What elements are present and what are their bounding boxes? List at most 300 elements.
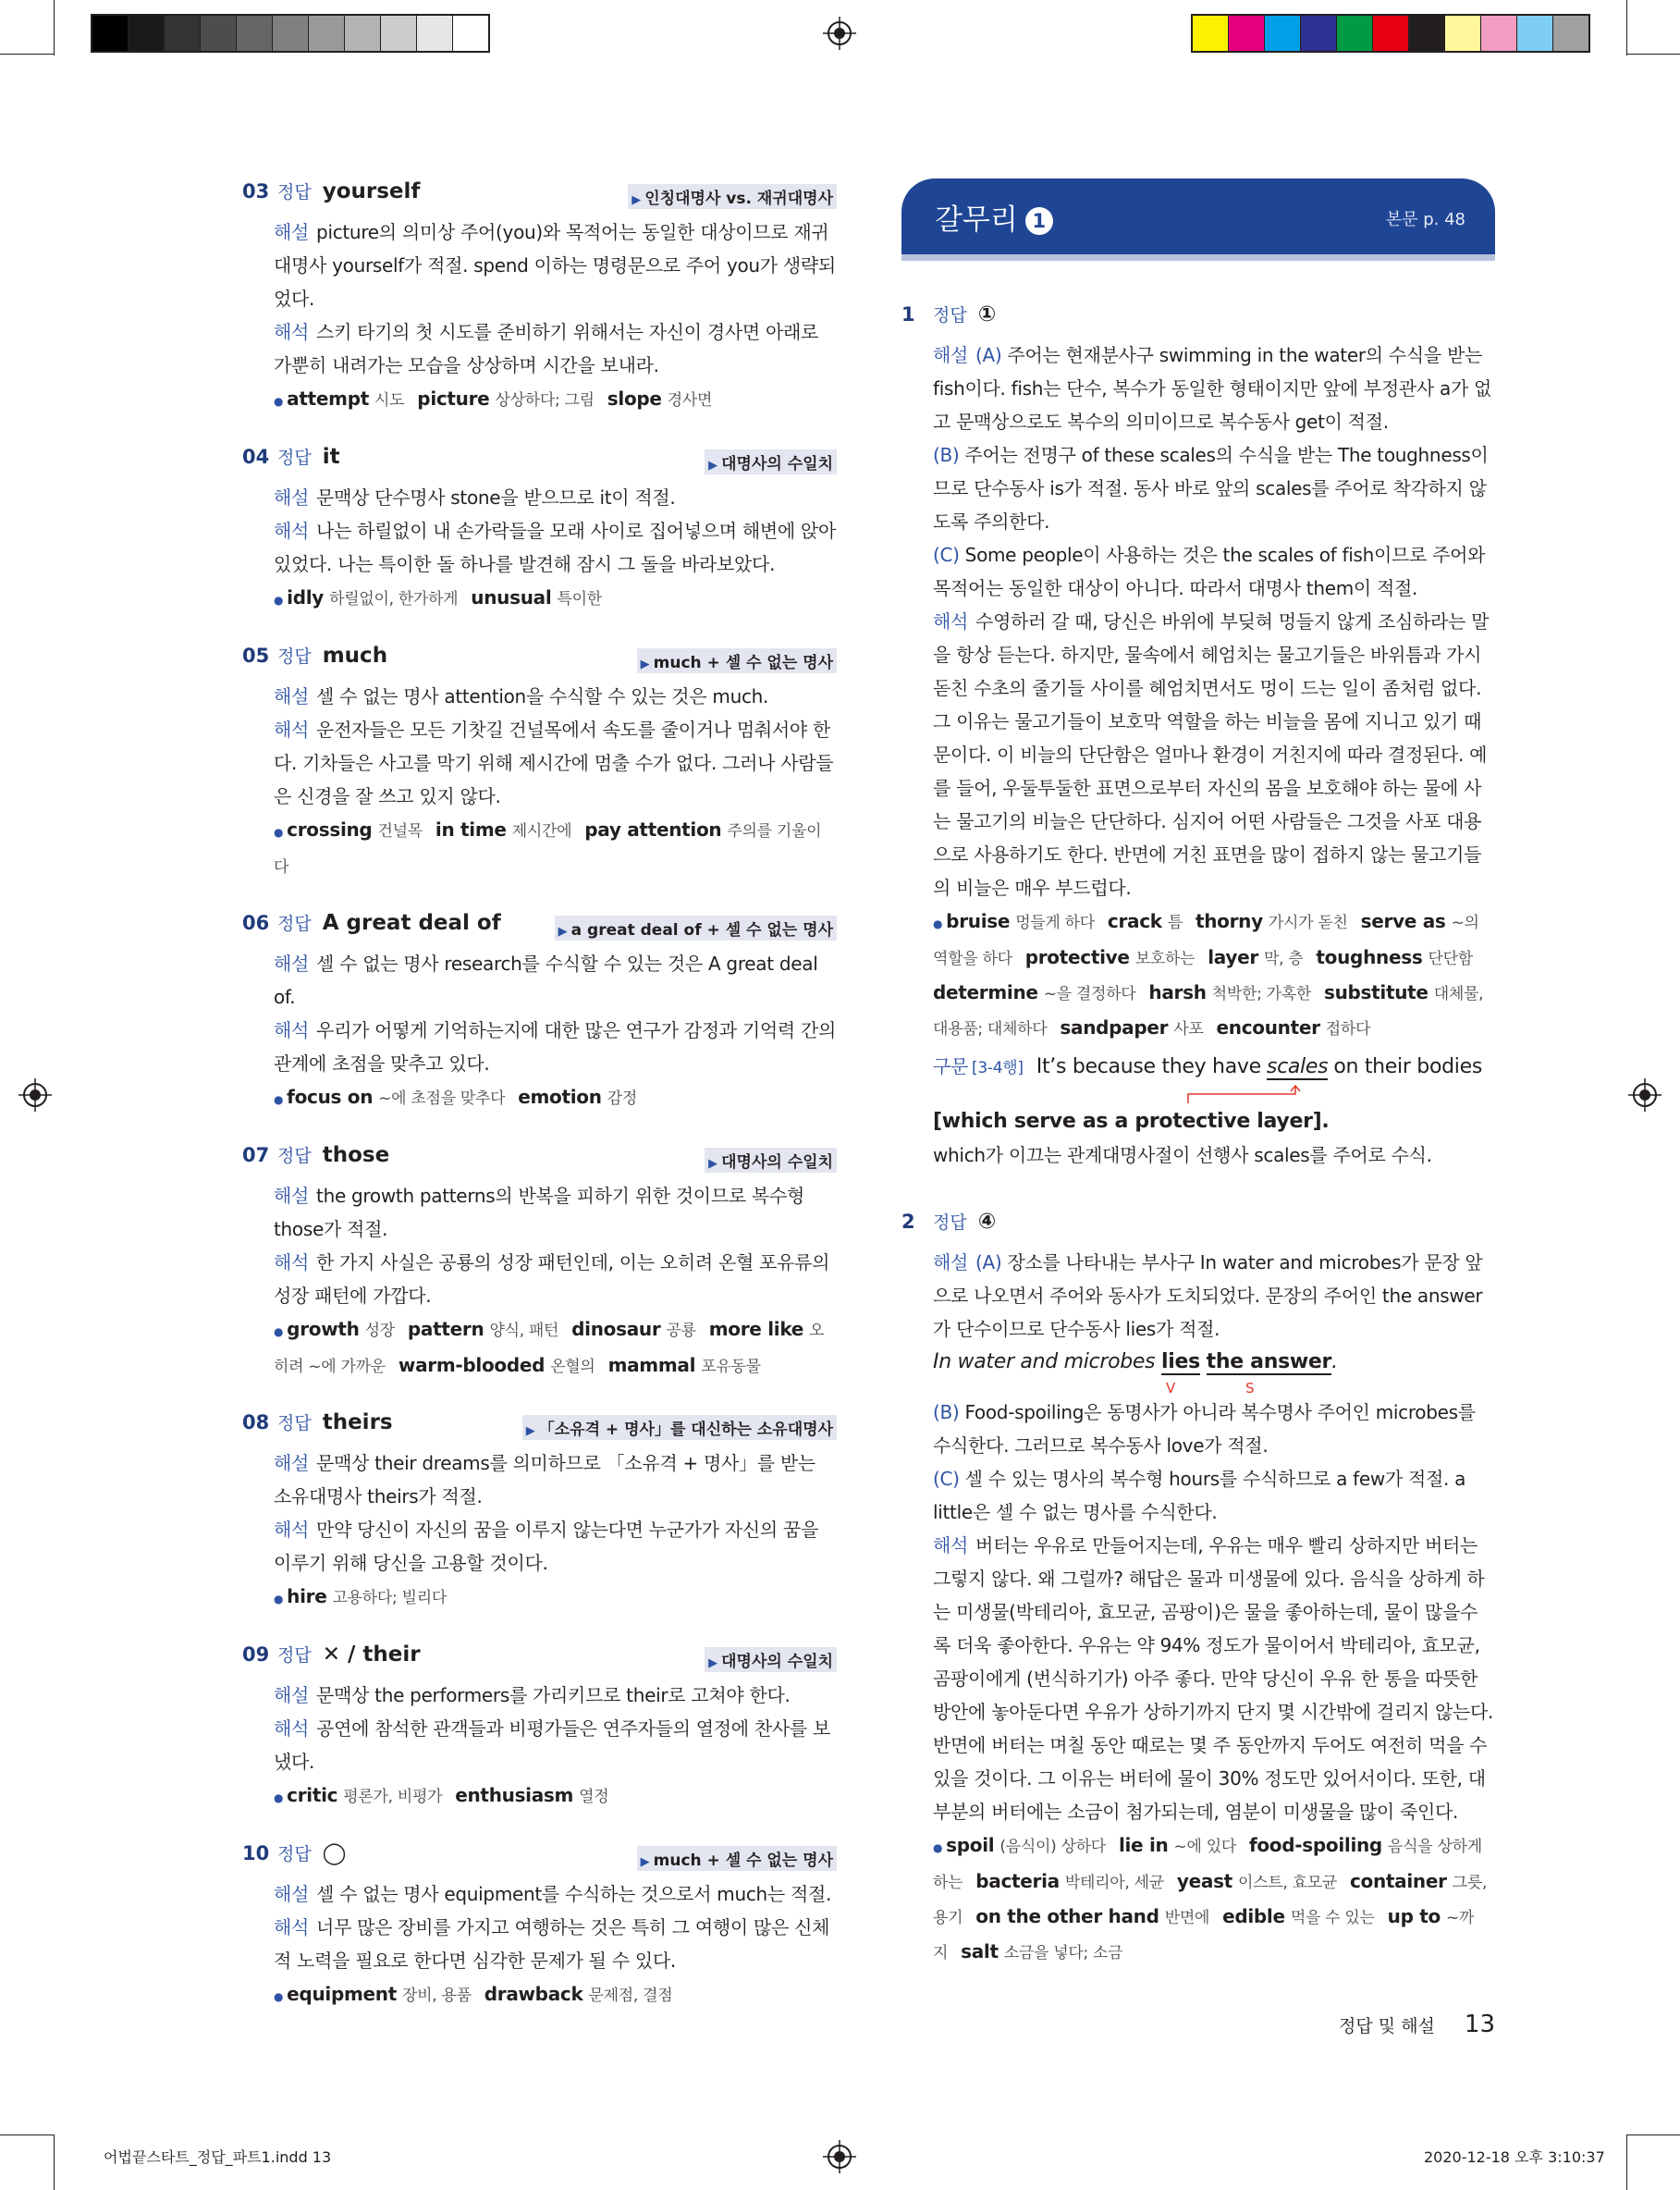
answer-row bbox=[242, 1409, 837, 1446]
vocab-list bbox=[274, 581, 837, 617]
haeseol-label: 해설 bbox=[274, 1452, 310, 1474]
haeseol-label: 해설 bbox=[274, 221, 310, 243]
answer-row bbox=[242, 444, 837, 481]
example-adverbial: In water and microbes bbox=[933, 1350, 1156, 1373]
gumun-sentence-end: on their bodies bbox=[1333, 1055, 1482, 1078]
grammar-tag-text: 인칭대명사 vs. 재귀대명사 bbox=[644, 190, 833, 208]
modifier-arrow-icon bbox=[933, 1085, 1525, 1105]
translation-text: 나는 하릴없이 내 손가락들을 모래 사이로 집어넣으며 해변에 앉아 있었다. 나는 특이한 돌 하나를 발견해 잠시 그 돌을 바라보았다. bbox=[274, 520, 837, 575]
vocab-word: hire bbox=[287, 1585, 327, 1607]
vocab-word: lie in bbox=[1118, 1834, 1169, 1856]
vocab-meaning: 음식을 상하게 하는 bbox=[933, 1838, 1482, 1892]
calibration-swatch bbox=[129, 16, 165, 51]
calibration-swatch bbox=[1445, 16, 1481, 51]
vocab-list bbox=[274, 1080, 837, 1116]
answer-value: much bbox=[322, 644, 388, 668]
vocab-meaning: 열정 bbox=[579, 1788, 609, 1806]
explanation-body bbox=[274, 481, 837, 617]
explanation bbox=[274, 680, 837, 713]
vocab-word: emotion bbox=[518, 1086, 602, 1108]
color-calibration-strip bbox=[1191, 14, 1590, 53]
sub-label: (C) bbox=[933, 1468, 960, 1490]
explanation-c bbox=[933, 538, 1495, 605]
bullet-icon: ● bbox=[274, 1325, 284, 1338]
translation-text: 한 가지 사실은 공룡의 성장 패턴인데, 이는 오히려 온혈 포유류의 성장 패턴에 가깝다. bbox=[274, 1251, 830, 1307]
sub-label: (B) bbox=[933, 444, 960, 466]
question-number: 1 bbox=[901, 303, 915, 326]
explanation-text: 셀 수 없는 명사 research를 수식할 수 있는 것은 A great deal of. bbox=[274, 953, 818, 1008]
explanation-body bbox=[274, 1446, 837, 1616]
vocab-meaning: ~을 결정하다 bbox=[1043, 985, 1136, 1003]
grammar-tag-text: much + 셀 수 없는 명사 bbox=[653, 1852, 833, 1870]
explanation-text: Food-spoiling은 동명사가 아니라 복수명사 주어인 microbes를 수식한다. 그러므로 복수동사 love가 적절. bbox=[933, 1401, 1476, 1457]
triangle-icon: ▶ bbox=[708, 459, 718, 473]
answer-item bbox=[242, 1409, 837, 1616]
translation bbox=[933, 1529, 1495, 1828]
translation bbox=[274, 713, 837, 813]
sub-label: (B) bbox=[933, 1401, 960, 1423]
grammar-tag bbox=[637, 648, 837, 673]
vocab-meaning: 고용하다; 빌리다 bbox=[332, 1589, 447, 1607]
explanation bbox=[274, 215, 837, 315]
vocab-list bbox=[274, 1312, 837, 1384]
answer-label: 정답 bbox=[277, 646, 312, 667]
triangle-icon: ▶ bbox=[558, 925, 568, 939]
grammar-tag-text: 대명사의 수일치 bbox=[721, 1153, 833, 1172]
vocab-word: idly bbox=[287, 586, 325, 609]
vocab-word: toughness bbox=[1316, 946, 1423, 968]
calibration-swatch bbox=[1301, 16, 1337, 51]
vocab-word: edible bbox=[1222, 1905, 1285, 1927]
bullet-icon: ● bbox=[933, 917, 943, 930]
vocab-meaning: 대체물, 대용품; 대체하다 bbox=[933, 985, 1484, 1039]
answer-label: 정답 bbox=[933, 1212, 967, 1233]
vocab-word: food-spoiling bbox=[1248, 1834, 1382, 1856]
bullet-icon: ● bbox=[274, 1791, 284, 1804]
translation bbox=[274, 1014, 837, 1080]
vocab-meaning: 양식, 패턴 bbox=[489, 1322, 559, 1340]
grammar-tag bbox=[705, 1148, 837, 1173]
left-column bbox=[242, 178, 837, 2039]
vocab-meaning: 틈 bbox=[1167, 914, 1183, 932]
explanation-text: picture의 의미상 주어(you)와 목적어는 동일한 대상이므로 재귀대명사 yourself가 적절. spend 이하는 명령문으로 주어 you가 생략되었다. bbox=[274, 221, 836, 310]
vocab-meaning: 온혈의 bbox=[550, 1358, 595, 1376]
translation bbox=[274, 1246, 837, 1312]
vocab-meaning: 보호하는 bbox=[1134, 950, 1196, 968]
vocab-meaning: 제시간에 bbox=[511, 822, 572, 841]
example-sentence bbox=[933, 1346, 1495, 1379]
calibration-swatch bbox=[345, 16, 381, 51]
slug-filename: 어법끝스타트_정답_파트1.indd 13 bbox=[104, 2148, 332, 2166]
crop-mark bbox=[1626, 0, 1627, 55]
calibration-swatch bbox=[1517, 16, 1553, 51]
vocab-word: substitute bbox=[1323, 981, 1429, 1003]
explanation-text: 주어는 현재분사구 swimming in the water의 수식을 받는 fish이다. fish는 단수, 복수가 동일한 형태이지만 앞에 부정관사 a가 없고 문맥상으로도 복수의 의미이므로 복수동사 get이 적절. bbox=[933, 344, 1492, 433]
haeseok-label: 해석 bbox=[274, 1717, 310, 1740]
haeseol-label: 해설 bbox=[274, 1883, 310, 1905]
banner-number: 1 bbox=[1025, 207, 1053, 235]
answer-label: 정답 bbox=[277, 914, 312, 934]
calibration-swatch bbox=[165, 16, 201, 51]
answer-row bbox=[242, 1840, 837, 1877]
vocab-list bbox=[933, 1828, 1495, 1970]
explanation-body bbox=[933, 338, 1495, 1172]
answer-label: 정답 bbox=[277, 182, 312, 203]
gumun bbox=[933, 1050, 1495, 1085]
crop-mark bbox=[54, 0, 55, 55]
explanation-body bbox=[274, 215, 837, 418]
vocab-word: serve as bbox=[1360, 910, 1446, 932]
explanation-b bbox=[933, 1396, 1495, 1462]
answer-value: ① bbox=[977, 302, 997, 326]
vocab-word: pay attention bbox=[584, 818, 722, 841]
grammar-tag bbox=[522, 1415, 837, 1440]
answer-row bbox=[242, 178, 837, 215]
vocab-word: layer bbox=[1208, 946, 1258, 968]
vocab-meaning: 주의를 기울이다 bbox=[274, 822, 822, 877]
answer-label: 정답 bbox=[277, 1844, 312, 1864]
calibration-swatch bbox=[1373, 16, 1409, 51]
grammar-tag-text: 대명사의 수일치 bbox=[721, 1653, 833, 1671]
answer-label: 정답 bbox=[277, 1645, 312, 1666]
page-footer bbox=[1339, 2011, 1495, 2038]
translation bbox=[274, 1712, 837, 1778]
gumun-note: which가 이끄는 관계대명사절이 선행사 scales를 주어로 수식. bbox=[933, 1144, 1432, 1166]
bullet-icon: ● bbox=[274, 395, 284, 408]
explanation-c bbox=[933, 1462, 1495, 1529]
translation bbox=[933, 605, 1495, 904]
explanation bbox=[274, 1446, 837, 1513]
haeseol-label: 해설 bbox=[274, 1684, 310, 1706]
triangle-icon: ▶ bbox=[640, 1855, 650, 1869]
banner-underline bbox=[901, 254, 1495, 261]
answer-value: yourself bbox=[322, 179, 421, 203]
vocab-word: protective bbox=[1024, 946, 1130, 968]
explanation-text: 문맥상 단수명사 stone을 받으므로 it이 적절. bbox=[316, 486, 676, 509]
explanation-text: 장소를 나타내는 부사구 In water and microbes가 문장 앞으로 나오면서 주어와 동사가 도치되었다. 문장의 주어인 the answer가 단수이므로 단수동사 lies가 적절. bbox=[933, 1251, 1483, 1340]
vocab-word: drawback bbox=[484, 1983, 583, 2005]
subject-mark: S bbox=[1245, 1380, 1255, 1396]
grammar-tag bbox=[637, 1846, 837, 1871]
vocab-word: encounter bbox=[1216, 1016, 1320, 1039]
period: . bbox=[1321, 1110, 1330, 1133]
explanation-body bbox=[933, 1246, 1495, 1970]
vocab-meaning: 박테리아, 세균 bbox=[1064, 1874, 1164, 1892]
vocab-word: harsh bbox=[1148, 981, 1207, 1003]
period: . bbox=[1331, 1350, 1338, 1373]
explanation-body bbox=[274, 1179, 837, 1384]
vocab-word: sandpaper bbox=[1060, 1016, 1169, 1039]
registration-mark-icon bbox=[1628, 1078, 1662, 1112]
vocab-word: warm-blooded bbox=[398, 1354, 546, 1376]
vocab-meaning: 시도 bbox=[374, 391, 405, 410]
question-number: 05 bbox=[242, 645, 270, 667]
crop-mark bbox=[1626, 54, 1680, 55]
vocab-meaning: 상상하다; 그림 bbox=[495, 391, 595, 410]
explanation bbox=[274, 1679, 837, 1712]
vocab-word: in time bbox=[435, 818, 507, 841]
banner-page-ref: 본문 p. 48 bbox=[1385, 210, 1465, 229]
vocab-word: crossing bbox=[287, 818, 373, 841]
grammar-tag-text: 「소유격 + 명사」를 대신하는 소유대명사 bbox=[538, 1421, 833, 1439]
haeseok-label: 해석 bbox=[274, 1019, 310, 1041]
haeseok-label: 해석 bbox=[274, 1251, 310, 1273]
answer-label: 정답 bbox=[933, 305, 967, 326]
vocab-word: focus on bbox=[287, 1086, 374, 1108]
vocab-meaning: 포유동물 bbox=[701, 1358, 761, 1376]
haeseok-label: 해석 bbox=[274, 1519, 310, 1541]
question-number: 03 bbox=[242, 180, 270, 203]
answer-value: ◯ bbox=[322, 1841, 347, 1865]
vocab-meaning: 멍들게 하다 bbox=[1015, 914, 1095, 932]
question-number: 10 bbox=[242, 1842, 270, 1864]
page-number: 13 bbox=[1464, 2011, 1495, 2038]
example-verb: lies bbox=[1161, 1350, 1200, 1373]
example-subject: the answer bbox=[1206, 1350, 1332, 1373]
haeseok-label: 해석 bbox=[274, 719, 310, 741]
explanation bbox=[274, 947, 837, 1014]
question-number: 09 bbox=[242, 1643, 270, 1666]
translation-text: 스키 타기의 첫 시도를 준비하기 위해서는 자신이 경사면 아래로 가뿐히 내려가는 모습을 상상하며 시간을 보내라. bbox=[274, 321, 819, 376]
explanation-text: 셀 수 없는 명사 equipment를 수식하는 것으로서 much는 적절. bbox=[316, 1883, 832, 1905]
registration-mark-icon bbox=[18, 1078, 52, 1112]
vocab-word: equipment bbox=[287, 1983, 397, 2005]
explanation-text: 셀 수 있는 명사의 복수형 hours를 수식하므로 a few가 적절. a little은 셀 수 없는 명사를 수식한다. bbox=[933, 1468, 1466, 1523]
vocab-meaning: 반면에 bbox=[1164, 1909, 1210, 1927]
vocab-word: bruise bbox=[946, 910, 1011, 932]
explanation-text: 주어는 전명구 of these scales의 수식을 받는 The toughness이므로 단수동사 is가 적절. 동사 바로 앞의 scales를 주어로 착각하지 않도록 주의한다. bbox=[933, 444, 1489, 533]
explanation-text: 문맥상 their dreams를 의미하므로 「소유격 + 명사」를 받는 소유대명사 theirs가 적절. bbox=[274, 1452, 815, 1507]
triangle-icon: ▶ bbox=[708, 1656, 718, 1670]
vocab-word: unusual bbox=[471, 586, 552, 609]
translation-text: 공연에 참석한 관객들과 비평가들은 연주자들의 열정에 찬사를 보냈다. bbox=[274, 1717, 830, 1773]
answer-row bbox=[242, 643, 837, 680]
bullet-icon: ● bbox=[274, 594, 284, 607]
haeseok-label: 해석 bbox=[933, 610, 969, 633]
bullet-icon: ● bbox=[274, 1093, 284, 1106]
vocab-meaning: 성장 bbox=[364, 1322, 395, 1340]
vocab-word: picture bbox=[417, 388, 490, 410]
vocab-meaning: 단단함 bbox=[1428, 950, 1473, 968]
calibration-swatch bbox=[1409, 16, 1445, 51]
section-banner bbox=[901, 178, 1495, 254]
answer-row bbox=[242, 1142, 837, 1179]
vocab-meaning: 소금을 넣다; 소금 bbox=[1003, 1944, 1123, 1962]
calibration-swatch bbox=[201, 16, 237, 51]
calibration-swatch bbox=[1553, 16, 1588, 51]
answer-item bbox=[242, 1142, 837, 1384]
vocab-word: on the other hand bbox=[975, 1905, 1159, 1927]
vocab-meaning: 가시가 돋친 bbox=[1268, 914, 1348, 932]
translation-text: 우리가 어떻게 기억하는지에 대한 많은 연구가 감정과 기억력 간의 관계에 초점을 맞추고 있다. bbox=[274, 1019, 837, 1075]
vocab-list bbox=[274, 1977, 837, 2013]
vocab-meaning: 경사면 bbox=[667, 391, 713, 410]
calibration-swatch bbox=[1193, 16, 1229, 51]
explanation bbox=[274, 1179, 837, 1246]
vocab-meaning: 오히려 ~에 가까운 bbox=[274, 1322, 825, 1376]
grammar-tag bbox=[555, 916, 837, 941]
translation-text: 만약 당신이 자신의 꿈을 이루지 않는다면 누군가가 자신의 꿈을 이루기 위해 당신을 고용할 것이다. bbox=[274, 1519, 819, 1574]
vocab-word: salt bbox=[961, 1940, 999, 1962]
vocab-word: determine bbox=[933, 981, 1038, 1003]
answer-item bbox=[242, 910, 837, 1116]
vocab-meaning: 건널목 bbox=[377, 822, 423, 841]
question-2 bbox=[901, 1209, 1495, 1970]
footer-label: 정답 및 해설 bbox=[1339, 2016, 1435, 2036]
vocab-word: crack bbox=[1107, 910, 1162, 932]
haeseok-label: 해석 bbox=[274, 520, 310, 542]
calibration-swatch bbox=[1265, 16, 1301, 51]
gumun-label: 구문 bbox=[933, 1055, 969, 1077]
explanation-body bbox=[274, 1679, 837, 1815]
vocab-meaning: 문제점, 결점 bbox=[588, 1987, 673, 2005]
vocab-list bbox=[274, 1580, 837, 1616]
slug-date: 2020-12-18 오후 3:10:37 bbox=[1424, 2148, 1605, 2166]
vocab-word: pattern bbox=[407, 1318, 484, 1340]
explanation-a bbox=[933, 1246, 1495, 1346]
vocab-word: container bbox=[1349, 1870, 1447, 1892]
calibration-swatch bbox=[1481, 16, 1517, 51]
grammar-tag bbox=[705, 1647, 837, 1672]
answer-value: those bbox=[322, 1143, 390, 1167]
vocab-word: thorny bbox=[1195, 910, 1263, 932]
registration-mark-icon bbox=[823, 17, 856, 50]
vocab-meaning: 감정 bbox=[607, 1089, 637, 1108]
crop-mark bbox=[0, 54, 54, 55]
answer-value: it bbox=[322, 445, 340, 469]
answer-row bbox=[901, 301, 1495, 338]
answer-item bbox=[242, 1642, 837, 1815]
gumun-ref: [3-4행] bbox=[972, 1059, 1024, 1077]
question-number: 07 bbox=[242, 1144, 270, 1166]
calibration-swatch bbox=[237, 16, 273, 51]
vocab-word: critic bbox=[287, 1784, 338, 1806]
explanation-text: 문맥상 the performers를 가리키므로 their로 고쳐야 한다. bbox=[316, 1684, 791, 1706]
vocab-meaning: (음식이) 상하다 bbox=[999, 1838, 1106, 1856]
haeseol-label: 해설 bbox=[933, 1251, 969, 1273]
modifier-arrow bbox=[933, 1085, 1495, 1105]
vocab-meaning: ~에 초점을 맞추다 bbox=[378, 1089, 506, 1108]
answer-value: A great deal of bbox=[322, 911, 501, 935]
answer-label: 정답 bbox=[277, 448, 312, 468]
explanation-body bbox=[274, 1877, 837, 2013]
question-number: 2 bbox=[901, 1211, 915, 1233]
vocab-word: growth bbox=[287, 1318, 360, 1340]
explanation-b bbox=[933, 438, 1495, 538]
vocab-meaning: 이스트, 효모균 bbox=[1238, 1874, 1337, 1892]
triangle-icon: ▶ bbox=[640, 658, 650, 671]
vocab-meaning: 평론가, 비평가 bbox=[343, 1788, 443, 1806]
translation-text: 버터는 우유로 만들어지는데, 우유는 매우 빨리 상하지만 버터는 그렇지 않다. 왜 그럴까? 해답은 물과 미생물에 있다. 음식을 상하게 하는 미생물(박테리아, 효모균, 곰팡이)은 물을 좋아하는데, 물이 많을수록 더욱 좋아한다. 우유는 약 94% 정도가 물이어서 박테리아, 효모균, 곰팡이에게 (번식하기가) 아주 좋다. 만약 당신이 우유 한 통을 따뜻한 방안에 놓아둔다면 우유가 상하기까지 단지 몇 시간밖에 걸리지 않는다. 반면에 버터는 며칠 동안 때로는 몇 주 동안까지 두어도 여전히 먹을 수 있을 것이다. 그 이유는 버터에 물이 30% 정도만 있어서이다. 또한, 대부분의 버터에는 소금이 첨가되는데, 염분이 미생물을 많이 죽인다. bbox=[933, 1534, 1494, 1823]
explanation-text: 셀 수 없는 명사 attention을 수식할 수 있는 것은 much. bbox=[316, 685, 769, 707]
vocab-list bbox=[274, 382, 837, 418]
grammar-tag bbox=[628, 184, 837, 209]
gray-calibration-strip bbox=[91, 14, 490, 53]
calibration-swatch bbox=[273, 16, 309, 51]
answer-value: ④ bbox=[977, 1210, 997, 1234]
vocab-list bbox=[933, 904, 1495, 1046]
explanation-text: the growth patterns의 반복을 피하기 위한 것이므로 복수형 those가 적절. bbox=[274, 1185, 804, 1240]
haeseok-label: 해석 bbox=[274, 1916, 310, 1938]
calibration-swatch bbox=[1337, 16, 1373, 51]
question-number: 08 bbox=[242, 1411, 270, 1433]
question-number: 04 bbox=[242, 446, 270, 468]
vocab-meaning: 먹을 수 있는 bbox=[1290, 1909, 1375, 1927]
calibration-swatch bbox=[1229, 16, 1265, 51]
explanation bbox=[274, 481, 837, 514]
explanation-body bbox=[274, 947, 837, 1116]
vocab-meaning: ~까지 bbox=[933, 1909, 1475, 1962]
calibration-swatch bbox=[453, 16, 488, 51]
translation bbox=[274, 1911, 837, 1977]
banner-title: 갈무리 1 bbox=[935, 196, 1053, 238]
registration-mark-icon bbox=[823, 2140, 856, 2173]
haeseok-label: 해석 bbox=[274, 321, 310, 343]
haeseol-label: 해설 bbox=[933, 344, 969, 366]
translation-text: 운전자들은 모든 기찻길 건널목에서 속도를 줄이거나 멈춰서야 한다. 기차들은 사고를 막기 위해 제시간에 멈출 수가 없다. 그러나 사람들은 신경을 잘 쓰고 있지 않다. bbox=[274, 719, 834, 807]
explanation-body bbox=[274, 680, 837, 884]
bullet-icon: ● bbox=[274, 1990, 284, 2003]
answer-item bbox=[242, 643, 837, 884]
vocab-meaning: 하릴없이, 한가하게 bbox=[329, 590, 459, 609]
translation-text: 너무 많은 장비를 가지고 여행하는 것은 특히 그 여행이 많은 신체적 노력을 필요로 한다면 심각한 문제가 될 수 있다. bbox=[274, 1916, 830, 1972]
gumun-clause bbox=[933, 1105, 1495, 1138]
answer-value: ✕ / their bbox=[322, 1642, 421, 1667]
bullet-icon: ● bbox=[274, 1593, 284, 1606]
grammar-tag-text: 대명사의 수일치 bbox=[721, 455, 833, 474]
vocab-meaning: 장비, 용품 bbox=[402, 1987, 472, 2005]
vocab-meaning: ~의 역할을 하다 bbox=[933, 914, 1479, 968]
verb-mark: V bbox=[1166, 1380, 1175, 1396]
gumun-antecedent: scales bbox=[1266, 1055, 1329, 1078]
calibration-swatch bbox=[381, 16, 417, 51]
sv-marks bbox=[933, 1379, 1495, 1396]
sub-label: (A) bbox=[975, 344, 1002, 366]
grammar-tag-text: much + 셀 수 없는 명사 bbox=[653, 654, 833, 672]
calibration-swatch bbox=[309, 16, 345, 51]
vocab-meaning: 공룡 bbox=[666, 1322, 696, 1340]
crop-mark bbox=[1626, 2135, 1627, 2190]
vocab-meaning: 특이한 bbox=[557, 590, 602, 609]
vocab-word: dinosaur bbox=[571, 1318, 661, 1340]
vocab-word: bacteria bbox=[975, 1870, 1060, 1892]
haeseol-label: 해설 bbox=[274, 1185, 310, 1207]
calibration-swatch bbox=[417, 16, 453, 51]
answer-item bbox=[242, 1840, 837, 2013]
vocab-list bbox=[274, 1778, 837, 1815]
answer-row bbox=[901, 1209, 1495, 1246]
triangle-icon: ▶ bbox=[632, 193, 642, 207]
translation bbox=[274, 514, 837, 581]
vocab-word: slope bbox=[607, 388, 662, 410]
bullet-icon: ● bbox=[933, 1841, 943, 1854]
vocab-meaning: ~에 있다 bbox=[1173, 1838, 1236, 1856]
explanation bbox=[274, 1877, 837, 1911]
answer-item bbox=[242, 178, 837, 418]
grammar-tag-text: a great deal of + 셀 수 없는 명사 bbox=[570, 921, 833, 940]
vocab-meaning: 접하다 bbox=[1325, 1020, 1371, 1039]
grammar-tag bbox=[705, 449, 837, 474]
gumun-sentence: It’s because they have bbox=[1036, 1055, 1261, 1078]
right-column bbox=[901, 178, 1495, 1970]
vocab-word: attempt bbox=[287, 388, 369, 410]
vocab-meaning: 척박한; 가혹한 bbox=[1211, 985, 1311, 1003]
haeseok-label: 해석 bbox=[933, 1534, 969, 1556]
vocab-word: yeast bbox=[1176, 1870, 1232, 1892]
answer-row bbox=[242, 910, 837, 947]
answer-label: 정답 bbox=[277, 1413, 312, 1433]
answer-value: theirs bbox=[322, 1410, 393, 1434]
